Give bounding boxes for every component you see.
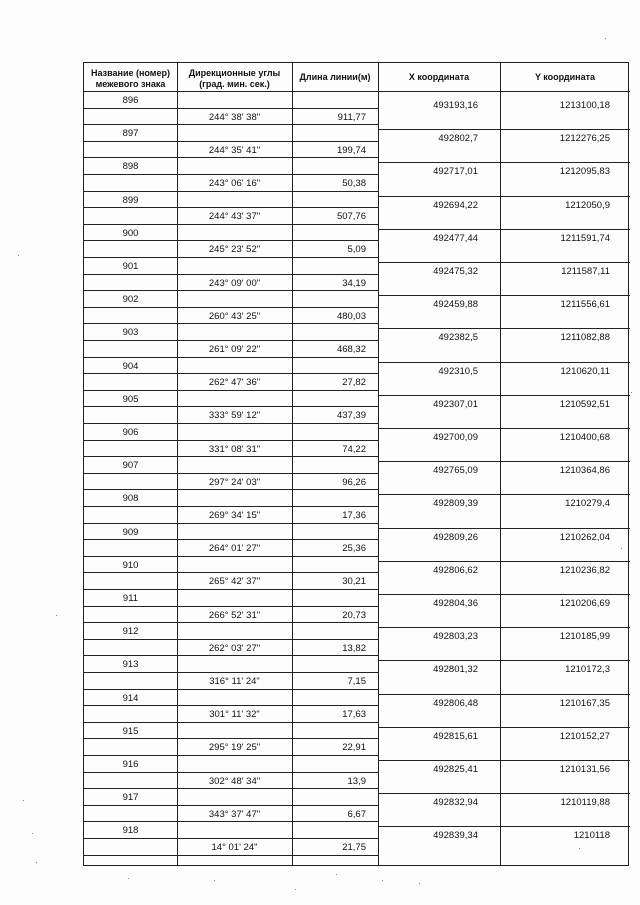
row-divider: [378, 395, 630, 396]
scan-speck: [631, 392, 632, 393]
line-length: 480,03: [336, 310, 366, 322]
y-coordinate: 1212095,83: [559, 166, 610, 178]
row-divider: [378, 760, 630, 761]
directional-angle: 316° 11' 24": [209, 676, 260, 687]
directional-angle: 243° 06' 16": [208, 178, 261, 189]
y-coordinate: 1212050,9: [565, 199, 610, 211]
row-divider: [378, 129, 630, 130]
y-coordinate: 1210131,56: [559, 764, 610, 775]
point-number: 905: [122, 393, 139, 405]
point-number: 910: [122, 559, 139, 571]
point-number: 901: [122, 261, 139, 272]
row-divider: [378, 196, 630, 197]
directional-angle: 343° 37' 47": [208, 808, 261, 820]
row-divider: [378, 561, 630, 562]
directional-angle: 302° 48' 34": [208, 775, 261, 787]
y-coordinate: 1211556,61: [560, 299, 610, 311]
point-number: 902: [122, 294, 139, 306]
column-divider: [378, 63, 379, 865]
row-divider: [84, 174, 378, 175]
row-divider: [84, 390, 378, 391]
row-divider: [84, 838, 378, 839]
row-divider: [84, 373, 378, 374]
line-length: 911,77: [337, 111, 366, 123]
scan-speck: [621, 548, 622, 549]
header-angle: Дирекционные углы (град. мин. сек.): [188, 68, 281, 89]
header-length: Длина линии(м): [299, 72, 371, 82]
y-coordinate: 1210262,04: [559, 531, 610, 543]
directional-angle: 333° 59' 12": [208, 410, 261, 422]
row-divider: [84, 323, 378, 324]
row-divider: [84, 274, 378, 275]
line-length: 34,19: [342, 277, 366, 289]
y-coordinate: 1211591,74: [560, 232, 610, 244]
line-length: 199,74: [336, 144, 366, 156]
row-divider: [378, 727, 630, 728]
point-number: 907: [122, 460, 139, 472]
line-length: 25,36: [342, 543, 366, 555]
row-divider: [84, 456, 378, 457]
directional-angle: 260° 43' 25": [208, 310, 261, 322]
x-coordinate: 492806,48: [433, 697, 478, 709]
point-number: 911: [122, 593, 139, 604]
row-divider: [84, 672, 378, 673]
x-coordinate: 492475,32: [433, 266, 478, 277]
point-number: 903: [122, 327, 139, 339]
row-divider: [378, 328, 630, 329]
y-coordinate: 1210236,82: [559, 564, 610, 576]
point-number: 918: [122, 825, 139, 837]
row-divider: [84, 224, 378, 225]
row-divider: [378, 528, 630, 529]
directional-angle: 244° 38' 38": [208, 111, 261, 123]
line-length: 7,15: [347, 676, 366, 687]
row-divider: [84, 141, 378, 142]
x-coordinate: 492803,23: [433, 631, 478, 643]
point-number: 915: [122, 725, 139, 737]
directional-angle: 14° 01' 24": [211, 842, 258, 853]
row-divider: [84, 639, 378, 640]
row-divider: [378, 461, 630, 462]
x-coordinate: 492765,09: [433, 465, 478, 477]
line-length: 6,67: [347, 808, 366, 820]
directional-angle: 262° 03' 27": [208, 642, 261, 654]
row-divider: [84, 705, 378, 706]
x-coordinate: 492839,34: [433, 830, 478, 842]
row-divider: [84, 572, 378, 573]
row-divider: [84, 606, 378, 607]
y-coordinate: 1210118: [573, 830, 610, 842]
x-coordinate: 492825,41: [433, 764, 478, 775]
line-length: 20,73: [342, 609, 366, 621]
point-number: 897: [122, 128, 139, 140]
scan-speck: [579, 848, 580, 849]
x-coordinate: 492802,7: [438, 133, 478, 145]
x-coordinate: 492809,39: [433, 498, 478, 510]
row-divider: [378, 694, 630, 695]
header-name: Название (номер) межевого знака: [91, 68, 170, 89]
row-divider: [84, 772, 378, 773]
row-divider: [84, 788, 378, 789]
row-divider: [378, 627, 630, 628]
row-divider: [84, 257, 378, 258]
scan-speck: [605, 38, 606, 39]
row-divider: [84, 473, 378, 474]
y-coordinate: 1211082,88: [560, 332, 610, 344]
row-divider: [378, 428, 630, 429]
line-length: 5,09: [347, 244, 366, 256]
directional-angle: 261° 09' 22": [208, 344, 261, 355]
scan-speck: [382, 880, 383, 881]
row-divider: [84, 406, 378, 407]
y-coordinate: 1210172,3: [565, 664, 610, 676]
row-divider: [84, 523, 378, 524]
line-length: 437,39: [336, 410, 366, 422]
row-divider: [84, 440, 378, 441]
scan-speck: [419, 883, 420, 884]
x-coordinate: 492459,88: [433, 299, 478, 311]
x-coordinate: 492717,01: [433, 166, 478, 178]
x-coordinate: 492700,09: [433, 432, 478, 443]
y-coordinate: 1212276,25: [559, 133, 610, 145]
row-divider: [84, 290, 378, 291]
line-length: 468,32: [336, 344, 366, 355]
x-coordinate: 492382,5: [438, 332, 478, 344]
line-length: 17,36: [342, 510, 366, 521]
boundary-coordinates-table: [83, 62, 629, 866]
row-divider: [84, 240, 378, 241]
x-coordinate: 493193,16: [433, 100, 478, 111]
row-divider: [378, 660, 630, 661]
directional-angle: 266° 52' 31": [208, 609, 261, 621]
directional-angle: 264° 01' 27": [208, 543, 261, 555]
y-coordinate: 1210185,99: [559, 631, 610, 643]
row-divider: [84, 655, 378, 656]
column-divider: [177, 63, 178, 865]
x-coordinate: 492694,22: [433, 199, 478, 211]
point-number: 908: [122, 493, 139, 505]
directional-angle: 331° 08' 31": [208, 443, 261, 455]
y-coordinate: 1210279,4: [565, 498, 610, 510]
scan-speck: [36, 862, 37, 863]
y-coordinate: 1210364,86: [559, 465, 610, 477]
directional-angle: 301° 11' 32": [209, 709, 260, 721]
directional-angle: 295° 19' 25": [208, 742, 261, 754]
row-divider: [84, 423, 378, 424]
point-number: 917: [122, 792, 139, 804]
point-number: 913: [122, 659, 139, 671]
y-coordinate: 1210167,35: [559, 697, 610, 709]
row-divider: [84, 506, 378, 507]
row-divider: [84, 157, 378, 158]
directional-angle: 265° 42' 37": [208, 576, 261, 588]
directional-angle: 297° 24' 03": [208, 476, 261, 488]
scan-speck: [18, 255, 19, 256]
row-divider: [84, 108, 378, 109]
y-coordinate: 1213100,18: [559, 100, 610, 111]
row-divider: [84, 539, 378, 540]
line-length: 27,82: [342, 377, 366, 389]
row-divider: [378, 793, 630, 794]
line-length: 17,63: [342, 709, 366, 721]
y-coordinate: 1210152,27: [559, 730, 610, 742]
point-number: 912: [122, 626, 139, 638]
row-divider: [84, 489, 378, 490]
scan-speck: [128, 878, 129, 879]
row-divider: [378, 229, 630, 230]
line-length: 74,22: [342, 443, 366, 455]
row-divider: [84, 91, 630, 92]
point-number: 914: [122, 692, 139, 704]
line-length: 507,76: [336, 211, 366, 223]
line-length: 30,21: [342, 576, 366, 588]
y-coordinate: 1210400,68: [559, 432, 610, 443]
row-divider: [84, 722, 378, 723]
y-coordinate: 1210206,69: [559, 598, 610, 609]
row-divider: [378, 594, 630, 595]
y-coordinate: 1210620,11: [560, 365, 610, 377]
x-coordinate: 492832,94: [433, 797, 478, 809]
scan-speck: [32, 833, 33, 834]
row-divider: [84, 357, 378, 358]
directional-angle: 262° 47' 36": [208, 377, 261, 389]
x-coordinate: 492809,26: [433, 531, 478, 543]
row-divider: [84, 124, 378, 125]
x-coordinate: 492815,61: [433, 730, 478, 742]
scan-speck: [23, 800, 24, 801]
point-number: 899: [122, 194, 139, 206]
row-divider: [378, 295, 630, 296]
row-divider: [84, 307, 378, 308]
point-number: 900: [122, 227, 139, 239]
line-length: 13,82: [342, 642, 366, 654]
point-number: 904: [122, 360, 139, 372]
scan-speck: [295, 889, 296, 890]
row-divider: [378, 494, 630, 495]
y-coordinate: 1211587,11: [561, 266, 610, 277]
point-number: 898: [122, 161, 139, 173]
row-divider: [84, 738, 378, 739]
x-coordinate: 492307,01: [433, 398, 478, 410]
y-coordinate: 1210592,51: [559, 398, 610, 410]
point-number: 896: [122, 95, 139, 106]
x-coordinate: 492310,5: [438, 365, 478, 377]
scan-speck: [56, 615, 57, 616]
x-coordinate: 492801,32: [433, 664, 478, 676]
row-divider: [84, 622, 378, 623]
line-length: 96,26: [342, 476, 366, 488]
directional-angle: 243° 09' 00": [208, 277, 261, 289]
point-number: 906: [122, 427, 139, 438]
row-divider: [84, 589, 378, 590]
line-length: 13,9: [347, 775, 366, 787]
row-divider: [84, 805, 378, 806]
scan-speck: [214, 880, 215, 881]
line-length: 22,91: [342, 742, 366, 754]
row-divider: [378, 262, 630, 263]
x-coordinate: 492477,44: [433, 232, 478, 244]
directional-angle: 245° 23' 52": [208, 244, 261, 256]
x-coordinate: 492806,62: [433, 564, 478, 576]
directional-angle: 269° 34' 15": [208, 510, 261, 521]
row-divider: [84, 689, 378, 690]
row-divider: [378, 362, 630, 363]
row-divider: [84, 191, 378, 192]
header-x: X координата: [408, 72, 470, 82]
point-number: 916: [122, 759, 139, 770]
directional-angle: 244° 35' 41": [208, 144, 261, 156]
line-length: 50,38: [342, 178, 366, 189]
line-length: 21,75: [342, 842, 366, 853]
row-divider: [378, 162, 630, 163]
row-divider: [378, 826, 630, 827]
row-divider: [84, 821, 378, 822]
row-divider: [84, 340, 378, 341]
column-divider: [500, 63, 501, 865]
y-coordinate: 1210119,88: [560, 797, 610, 809]
header-y: Y координата: [534, 72, 596, 82]
row-divider: [84, 556, 378, 557]
point-number: 909: [122, 526, 139, 538]
scan-speck: [336, 874, 337, 875]
directional-angle: 244° 43' 37": [208, 211, 261, 223]
row-divider: [84, 755, 378, 756]
row-divider: [84, 855, 378, 856]
row-divider: [84, 207, 378, 208]
x-coordinate: 492804,36: [433, 598, 478, 609]
